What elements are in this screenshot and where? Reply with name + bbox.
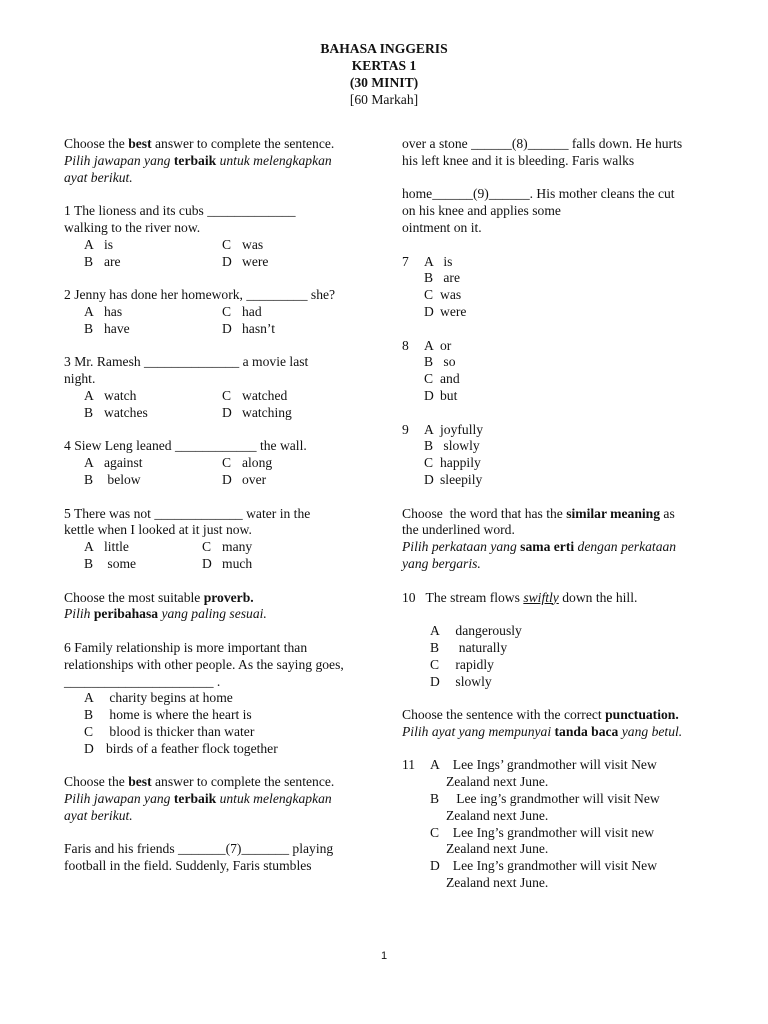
duration: (30 MINIT)	[349, 75, 419, 90]
option-c[interactable]: was	[440, 287, 462, 303]
options-list: 9 A joyfully B slowly C happily D sleepily	[402, 421, 484, 487]
question-number: 11	[402, 757, 416, 773]
option-b[interactable]: have	[104, 320, 130, 336]
question-stem: 6 Family relationship is more important than	[64, 639, 308, 655]
question-number: 9	[402, 421, 409, 437]
option-a[interactable]: watch	[104, 387, 137, 403]
question-number: 7	[402, 253, 409, 269]
question-1: 1 The lioness and its cubs _____________ walking to the river now. A is C was B are D were	[64, 203, 388, 270]
options-list: 7 A is B are C was D were	[402, 253, 467, 319]
options-grid: A little C many B some D much	[64, 539, 388, 573]
option-d[interactable]: sleepily	[440, 471, 483, 487]
option-d[interactable]: watching	[242, 404, 292, 420]
option-d[interactable]: over	[242, 471, 267, 487]
page-header	[0, 40, 768, 108]
right-column	[402, 136, 732, 892]
question-stem: 10 The stream flows swiftly down the hill.	[402, 589, 638, 605]
option-b[interactable]: below	[104, 471, 141, 487]
options-grid: A is C was B are D were	[64, 237, 388, 271]
question-number: 8	[402, 337, 409, 353]
question-9	[402, 422, 732, 489]
option-a[interactable]: charity begins at home	[106, 690, 233, 706]
option-b[interactable]: watches	[104, 404, 148, 420]
option-c[interactable]: along	[242, 455, 273, 471]
option-b[interactable]: are	[104, 253, 121, 269]
option-d[interactable]: slowly	[452, 673, 492, 689]
option-b[interactable]: naturally	[452, 639, 508, 655]
option-c[interactable]: blood is thicker than water	[106, 723, 255, 739]
question-11: 11 A Lee Ings’ grandmother will visit New Zealand next June. B Lee ing’s grandmother will visit New Zealand next June. C Lee Ing’s grandmother will visit new Zealand next June. D Lee Ing’s grandmother will visit New Zealand next June.	[402, 757, 732, 891]
option-d[interactable]: were	[440, 303, 467, 319]
option-a[interactable]: is	[440, 253, 453, 269]
option-b[interactable]: slowly	[440, 438, 480, 454]
question-stem: 4 Siew Leng leaned ____________ the wall.	[64, 438, 307, 454]
subject-title: BAHASA INGGERIS	[320, 41, 448, 56]
cloze-passage-part2: over a stone ______(8)______ falls down. He hurts his left knee and it is bleeding. Faris walks home______(9)______. His mother cleans the cut on his knee and applies some ointment on it.	[402, 136, 683, 235]
option-a[interactable]: or	[440, 337, 452, 353]
option-d[interactable]: Lee Ing’s grandmother will visit New Zealand next June.	[446, 858, 658, 891]
question-7	[402, 254, 732, 321]
option-d[interactable]: but	[440, 387, 458, 403]
option-d[interactable]: hasn’t	[242, 320, 275, 336]
question-4	[64, 438, 388, 488]
option-d[interactable]: much	[222, 555, 253, 571]
question-2	[64, 287, 388, 337]
option-a[interactable]: Lee Ings’ grandmother will visit New Zealand next June.	[446, 757, 657, 790]
option-c[interactable]: many	[222, 539, 253, 555]
question-stem: 2 Jenny has done her homework, _________ she?	[64, 287, 336, 303]
question-3: 3 Mr. Ramesh ______________ a movie last night. A watch C watched B watches D watching	[64, 354, 388, 421]
option-a[interactable]: is	[104, 236, 114, 252]
page-number: 1	[380, 950, 388, 962]
question-5: 5 There was not _____________ water in the kettle when I looked at it just now. A little C many B some D much	[64, 506, 388, 573]
question-stem: 3 Mr. Ramesh ______________ a movie last	[64, 354, 309, 370]
option-c[interactable]: watched	[242, 387, 288, 403]
option-a[interactable]: little	[104, 539, 129, 555]
question-8	[402, 338, 732, 405]
left-column	[64, 136, 388, 875]
total-marks: [60 Markah]	[349, 92, 419, 107]
instruction-similar-meaning: Choose the word that has the similar meaning as the underlined word. Pilih perkataan yang sama erti dengan perkataan yang bergaris.	[402, 505, 677, 571]
option-b[interactable]: so	[440, 354, 456, 370]
option-c[interactable]: and	[440, 371, 460, 387]
option-a[interactable]: has	[104, 303, 123, 319]
option-b[interactable]: some	[104, 555, 137, 571]
options-grid: A has C had B have D hasn’t	[64, 304, 388, 338]
option-d[interactable]: were	[242, 253, 269, 269]
instruction-punctuation: Choose the sentence with the correct punctuation. Pilih ayat yang mempunyai tanda baca yang betul.	[402, 707, 683, 739]
options-list: A dangerously B naturally C rapidly D slowly	[402, 623, 732, 690]
option-c[interactable]: had	[242, 303, 262, 319]
options-grid: A watch C watched B watches D watching	[64, 388, 388, 422]
option-b[interactable]: Lee ing’s grandmother will visit New Zealand next June.	[446, 791, 660, 823]
options-list: A charity begins at home B home is where the heart is C blood is thicker than water D birds of a feather flock together	[64, 690, 388, 757]
option-c[interactable]: Lee Ing’s grandmother will visit new Zealand next June.	[446, 824, 655, 857]
option-a[interactable]: joyfully	[440, 421, 484, 437]
underlined-word: swiftly	[523, 589, 559, 605]
question-6: 6 Family relationship is more important than relationships with other people. As the saying goes, ______________________ . A charity begins at home B home is where the heart is C blood is thicker than water D birds of a feather flock together	[64, 640, 388, 758]
option-a[interactable]: against	[104, 455, 143, 471]
option-c[interactable]: was	[242, 236, 264, 252]
paper-number: KERTAS 1	[351, 58, 417, 73]
option-b[interactable]: are	[440, 270, 460, 286]
option-c[interactable]: happily	[440, 455, 481, 471]
instruction-proverb: Choose the most suitable proverb. Pilih peribahasa yang paling sesuai.	[64, 589, 267, 622]
instruction-cloze: Choose the best answer to complete the sentence. Pilih jawapan yang terbaik untuk melengkapkan ayat berikut.	[64, 774, 335, 823]
options-list: 8 A or B so C and D but	[402, 337, 460, 403]
cloze-passage-part1: Faris and his friends _______(7)_______ playing football in the field. Suddenly, Faris stumbles	[64, 841, 334, 874]
question-stem: 1 The lioness and its cubs _____________	[64, 203, 296, 219]
option-c[interactable]: rapidly	[452, 656, 494, 672]
option-a[interactable]: dangerously	[452, 623, 522, 639]
instruction-best-answer: Choose the best answer to complete the sentence. Pilih jawapan yang terbaik untuk melengkapkan ayat berikut.	[64, 136, 335, 185]
options-grid: A against C along B below D over	[64, 455, 388, 489]
question-stem: 5 There was not _____________ water in the	[64, 505, 311, 521]
question-10	[402, 590, 732, 691]
option-b[interactable]: home is where the heart is	[106, 707, 252, 723]
option-d[interactable]: birds of a feather flock together	[106, 740, 278, 756]
